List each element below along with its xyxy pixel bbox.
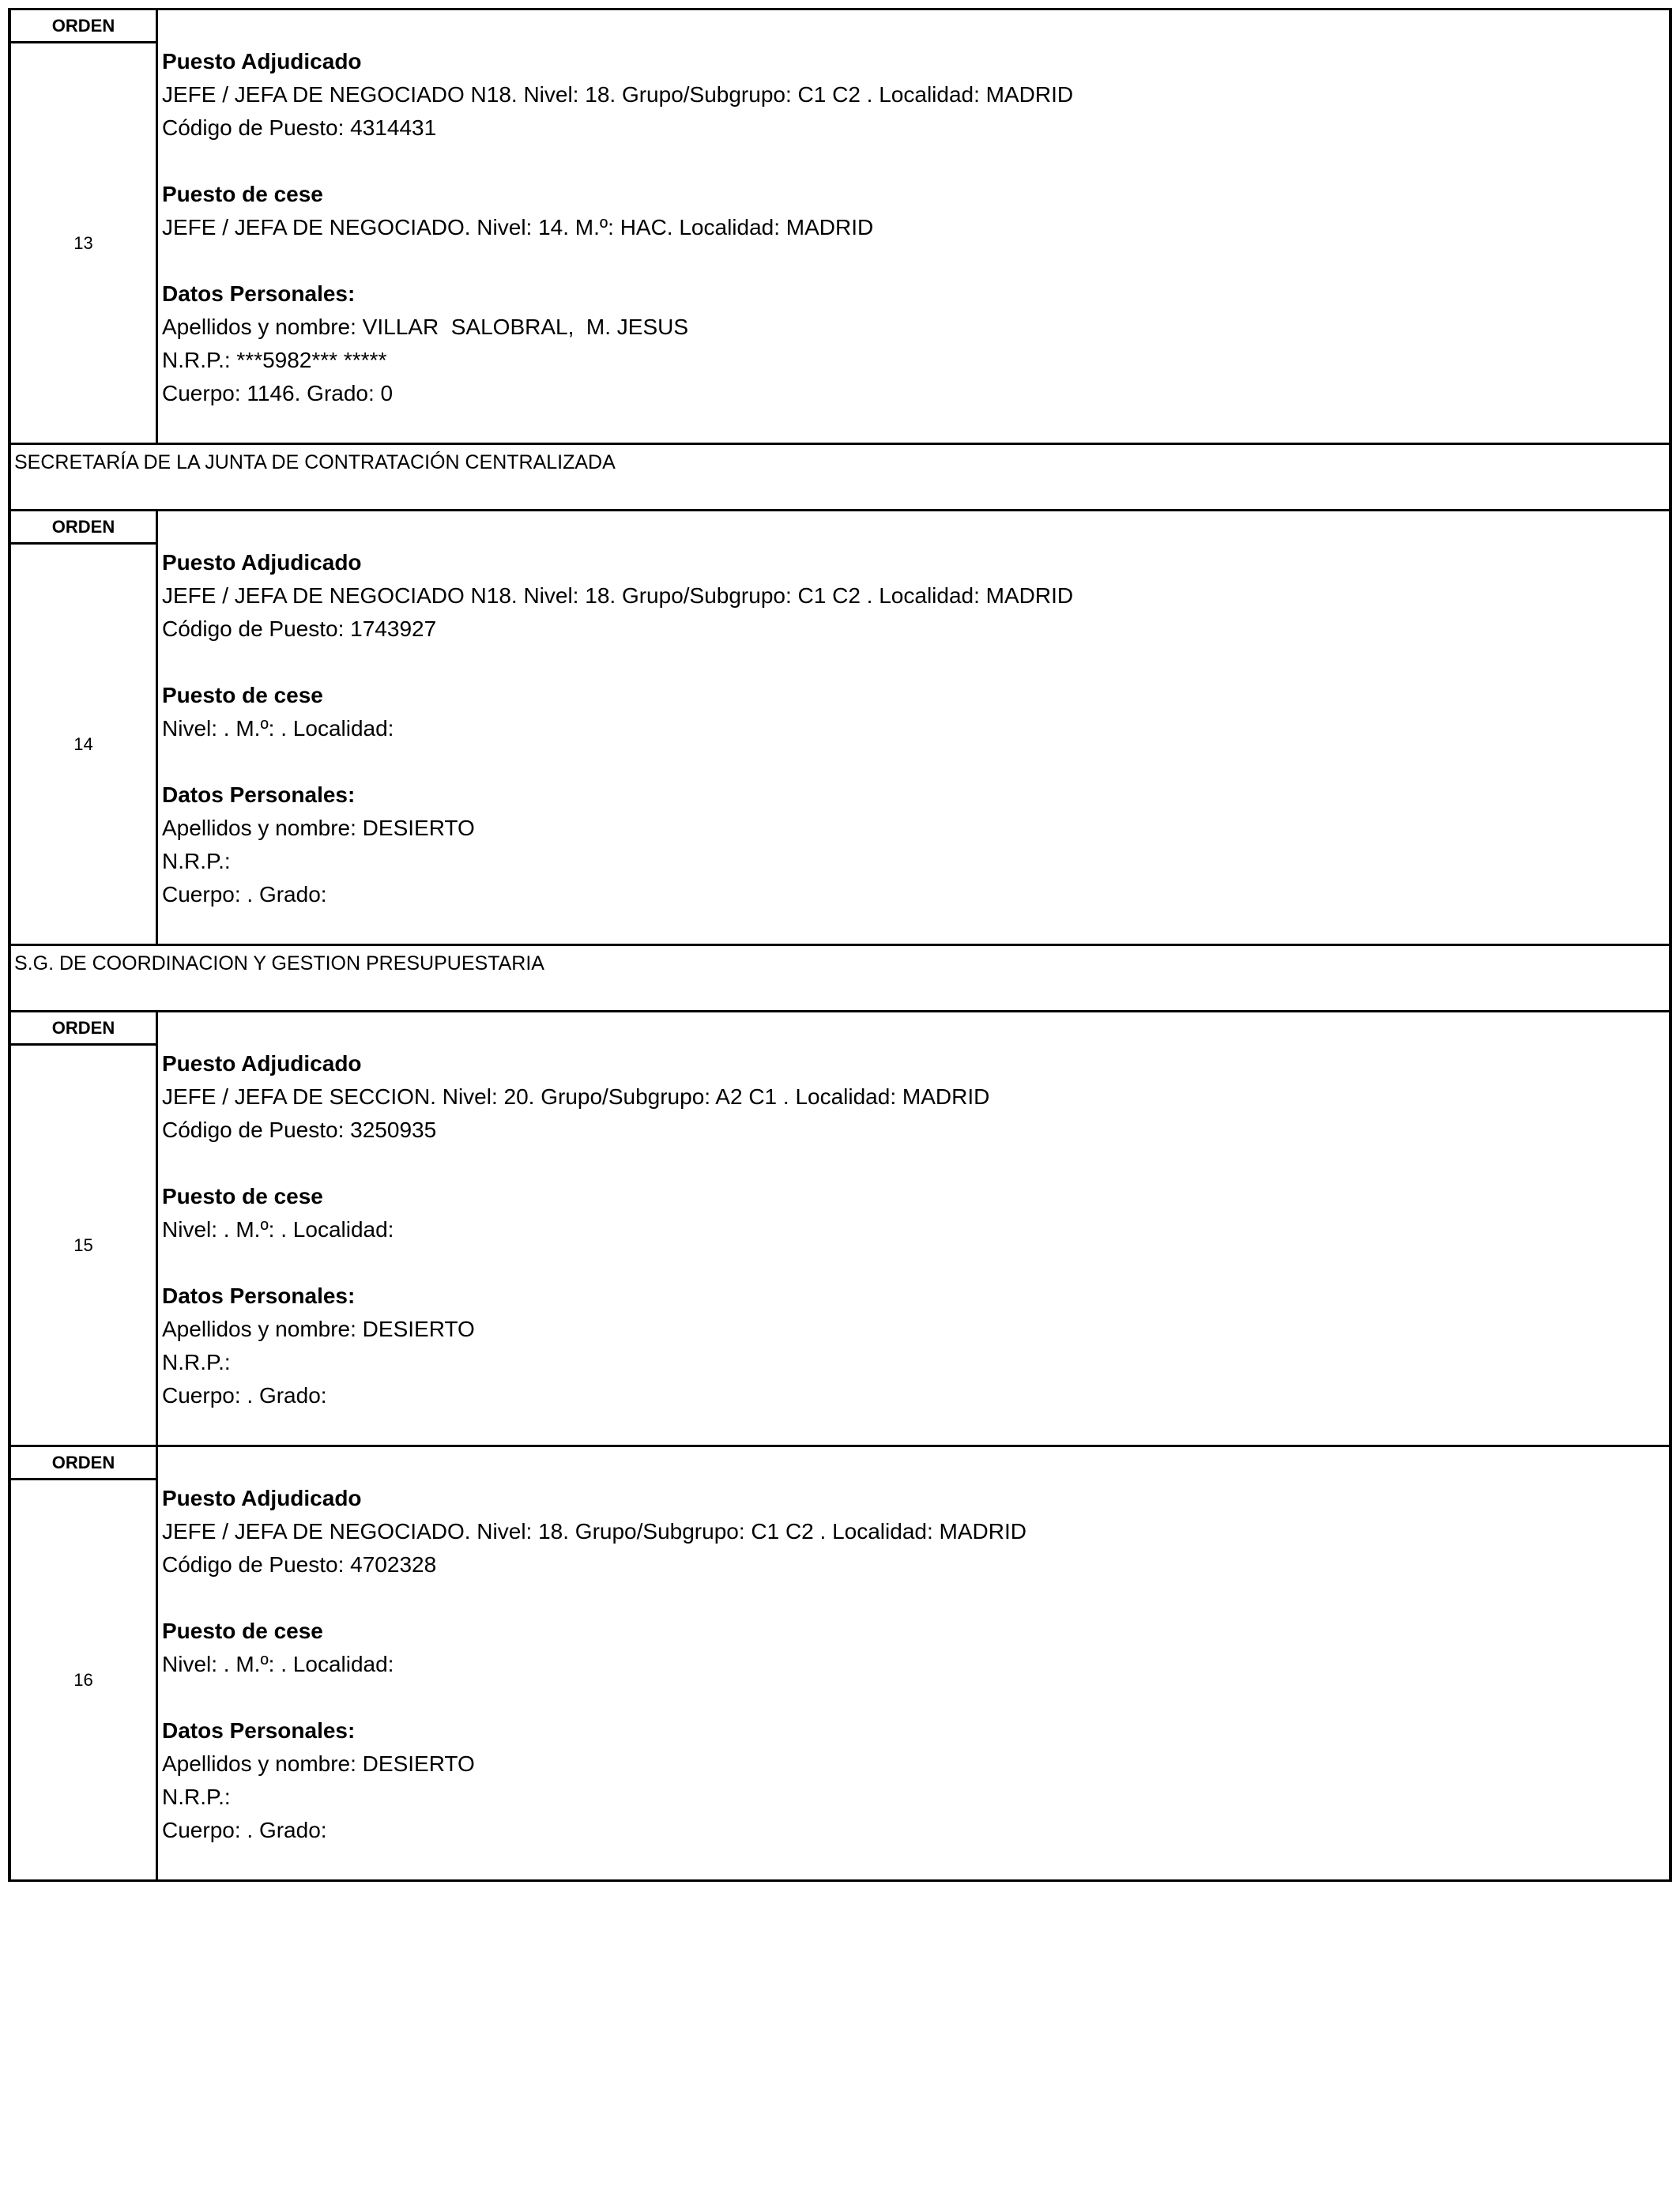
document-table <box>8 8 1672 1882</box>
orden-header: ORDEN <box>11 1447 156 1480</box>
cuerpo-grado: Cuerpo: . Grado: <box>162 1383 327 1408</box>
entry-row <box>11 1447 1669 1882</box>
orden-number: 15 <box>73 1235 93 1255</box>
cese-line: Nivel: . M.º: . Localidad: <box>162 1652 394 1676</box>
entry-details <box>162 1447 1669 1879</box>
codigo-puesto: Código de Puesto: 1743927 <box>162 616 437 641</box>
apellidos-nombre: Apellidos y nombre: DESIERTO <box>162 1751 475 1776</box>
section-heading: S.G. DE COORDINACION Y GESTION PRESUPUESTARIA <box>11 946 1669 1012</box>
orden-column <box>11 1447 158 1879</box>
datos-heading: Datos Personales: <box>162 1284 356 1308</box>
apellidos-nombre: Apellidos y nombre: DESIERTO <box>162 1317 475 1341</box>
cuerpo-grado: Cuerpo: . Grado: <box>162 882 327 907</box>
orden-number: 13 <box>73 232 93 253</box>
cese-heading: Puesto de cese <box>162 1184 323 1208</box>
nrp: N.R.P.: <box>162 1785 231 1809</box>
spacer <box>162 145 1669 178</box>
entry-row <box>11 1012 1669 1447</box>
cese-line: Nivel: . M.º: . Localidad: <box>162 716 394 741</box>
adjudicado-heading: Puesto Adjudicado <box>162 1051 362 1076</box>
adjudicado-heading: Puesto Adjudicado <box>162 1486 362 1510</box>
spacer <box>162 1246 1669 1280</box>
orden-header: ORDEN <box>11 511 156 545</box>
apellidos-nombre: Apellidos y nombre: DESIERTO <box>162 816 475 840</box>
cuerpo-grado: Cuerpo: . Grado: <box>162 1818 327 1842</box>
spacer <box>162 1147 1669 1180</box>
orden-number: 14 <box>73 733 93 754</box>
adjudicado-line: JEFE / JEFA DE NEGOCIADO N18. Nivel: 18. Grupo/Subgrupo: C1 C2 . Localidad: MADRID <box>162 583 1074 608</box>
spacer <box>162 1581 1669 1615</box>
adjudicado-line: JEFE / JEFA DE NEGOCIADO N18. Nivel: 18. Grupo/Subgrupo: C1 C2 . Localidad: MADRID <box>162 82 1074 107</box>
datos-heading: Datos Personales: <box>162 782 356 807</box>
spacer <box>162 646 1669 679</box>
codigo-puesto: Código de Puesto: 4702328 <box>162 1552 437 1577</box>
orden-column <box>11 10 158 443</box>
orden-number: 16 <box>73 1669 93 1690</box>
cese-line: Nivel: . M.º: . Localidad: <box>162 1217 394 1242</box>
cese-heading: Puesto de cese <box>162 1619 323 1643</box>
entry-details <box>162 1012 1669 1445</box>
cese-line: JEFE / JEFA DE NEGOCIADO. Nivel: 14. M.º: HAC. Localidad: MADRID <box>162 215 874 239</box>
nrp: N.R.P.: ***5982*** ***** <box>162 348 387 372</box>
orden-header: ORDEN <box>11 10 156 43</box>
orden-column <box>11 511 158 944</box>
codigo-puesto: Código de Puesto: 4314431 <box>162 115 437 140</box>
nrp: N.R.P.: <box>162 849 231 873</box>
spacer <box>162 244 1669 277</box>
entry-row <box>11 511 1669 946</box>
datos-heading: Datos Personales: <box>162 281 356 306</box>
adjudicado-heading: Puesto Adjudicado <box>162 49 362 74</box>
orden-header: ORDEN <box>11 1012 156 1046</box>
cese-heading: Puesto de cese <box>162 683 323 707</box>
spacer <box>162 745 1669 778</box>
codigo-puesto: Código de Puesto: 3250935 <box>162 1118 437 1142</box>
orden-column <box>11 1012 158 1445</box>
nrp: N.R.P.: <box>162 1350 231 1374</box>
section-heading: SECRETARÍA DE LA JUNTA DE CONTRATACIÓN CENTRALIZADA <box>11 445 1669 511</box>
apellidos-nombre: Apellidos y nombre: VILLAR SALOBRAL, M. JESUS <box>162 315 689 339</box>
spacer <box>162 1681 1669 1714</box>
adjudicado-line: JEFE / JEFA DE SECCION. Nivel: 20. Grupo/Subgrupo: A2 C1 . Localidad: MADRID <box>162 1084 990 1109</box>
cese-heading: Puesto de cese <box>162 182 323 206</box>
datos-heading: Datos Personales: <box>162 1718 356 1743</box>
adjudicado-line: JEFE / JEFA DE NEGOCIADO. Nivel: 18. Grupo/Subgrupo: C1 C2 . Localidad: MADRID <box>162 1519 1026 1544</box>
entry-row <box>11 10 1669 445</box>
adjudicado-heading: Puesto Adjudicado <box>162 550 362 575</box>
entry-details <box>162 511 1669 944</box>
entry-details <box>162 10 1669 443</box>
cuerpo-grado: Cuerpo: 1146. Grado: 0 <box>162 381 394 405</box>
